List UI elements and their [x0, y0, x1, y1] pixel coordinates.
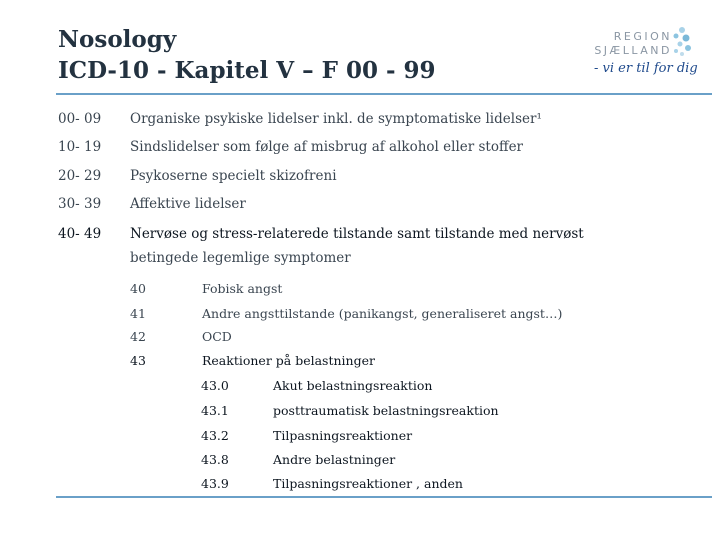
slide-title: [58, 24, 436, 86]
subcategory-label: Fobisk angst: [202, 281, 283, 296]
subsubcategory-label: Tilpasningsreaktioner: [273, 428, 413, 443]
chapter-label: Psykoserne specielt skizofreni: [130, 168, 337, 184]
chapter-code: 00- 09: [58, 111, 102, 127]
logo-tagline: - vi er til for dig: [594, 61, 698, 76]
subsubcategory-code: 43.9: [201, 476, 229, 491]
chapter-label: Organiske psykiske lidelser inkl. de symptomatiske lidelser¹: [130, 111, 542, 127]
chapter-label: Affektive lidelser: [130, 196, 246, 212]
subcategory-label: Andre angsttilstande (panikangst, generaliseret angst…): [202, 306, 563, 321]
chapter-label: Sindslidelser som følge af misbrug af alkohol eller stoffer: [130, 139, 524, 155]
chapter-code: 20- 29: [58, 168, 102, 184]
title-line-2: ICD-10 - Kapitel V – F 00 - 99: [58, 57, 436, 84]
subsubcategory-label: Andre belastninger: [273, 452, 396, 467]
subsubcategory-code: 43.0: [201, 378, 229, 393]
subsubcategory-label: Akut belastningsreaktion: [273, 378, 433, 393]
subcategory-code: 41: [130, 306, 146, 321]
subcategory-label: Reaktioner på belastninger: [202, 353, 375, 368]
title-divider: [56, 93, 712, 95]
subcategory-code: 42: [130, 329, 146, 344]
subcategory-label: OCD: [202, 329, 232, 344]
subsubcategory-code: 43.8: [201, 452, 229, 467]
chapter-label: Nervøse og stress-relaterede tilstande samt tilstande med nervøst: [130, 226, 584, 242]
subsubcategory-label: Tilpasningsreaktioner , anden: [273, 476, 463, 491]
chapter-label-continuation: [130, 250, 351, 266]
subcategory-code: 40: [130, 281, 146, 296]
chapter-label-cont: betingede legemlige symptomer: [130, 250, 351, 266]
region-sjaelland-logo: [578, 24, 698, 88]
subsubcategory-code: 43.1: [201, 403, 229, 418]
logo-word-region: REGION: [613, 30, 672, 43]
subcategory-code: 43: [130, 353, 146, 368]
footer-divider: [56, 496, 712, 498]
chapter-code: 30- 39: [58, 196, 102, 212]
subsubcategory-code: 43.2: [201, 428, 229, 443]
chapter-code: 40- 49: [58, 226, 102, 242]
title-line-1: Nosology: [58, 26, 177, 53]
chapter-code: 10- 19: [58, 139, 102, 155]
subsubcategory-label: posttraumatisk belastningsreaktion: [273, 403, 499, 418]
logo-word-sjaelland: SJÆLLAND: [594, 44, 672, 57]
